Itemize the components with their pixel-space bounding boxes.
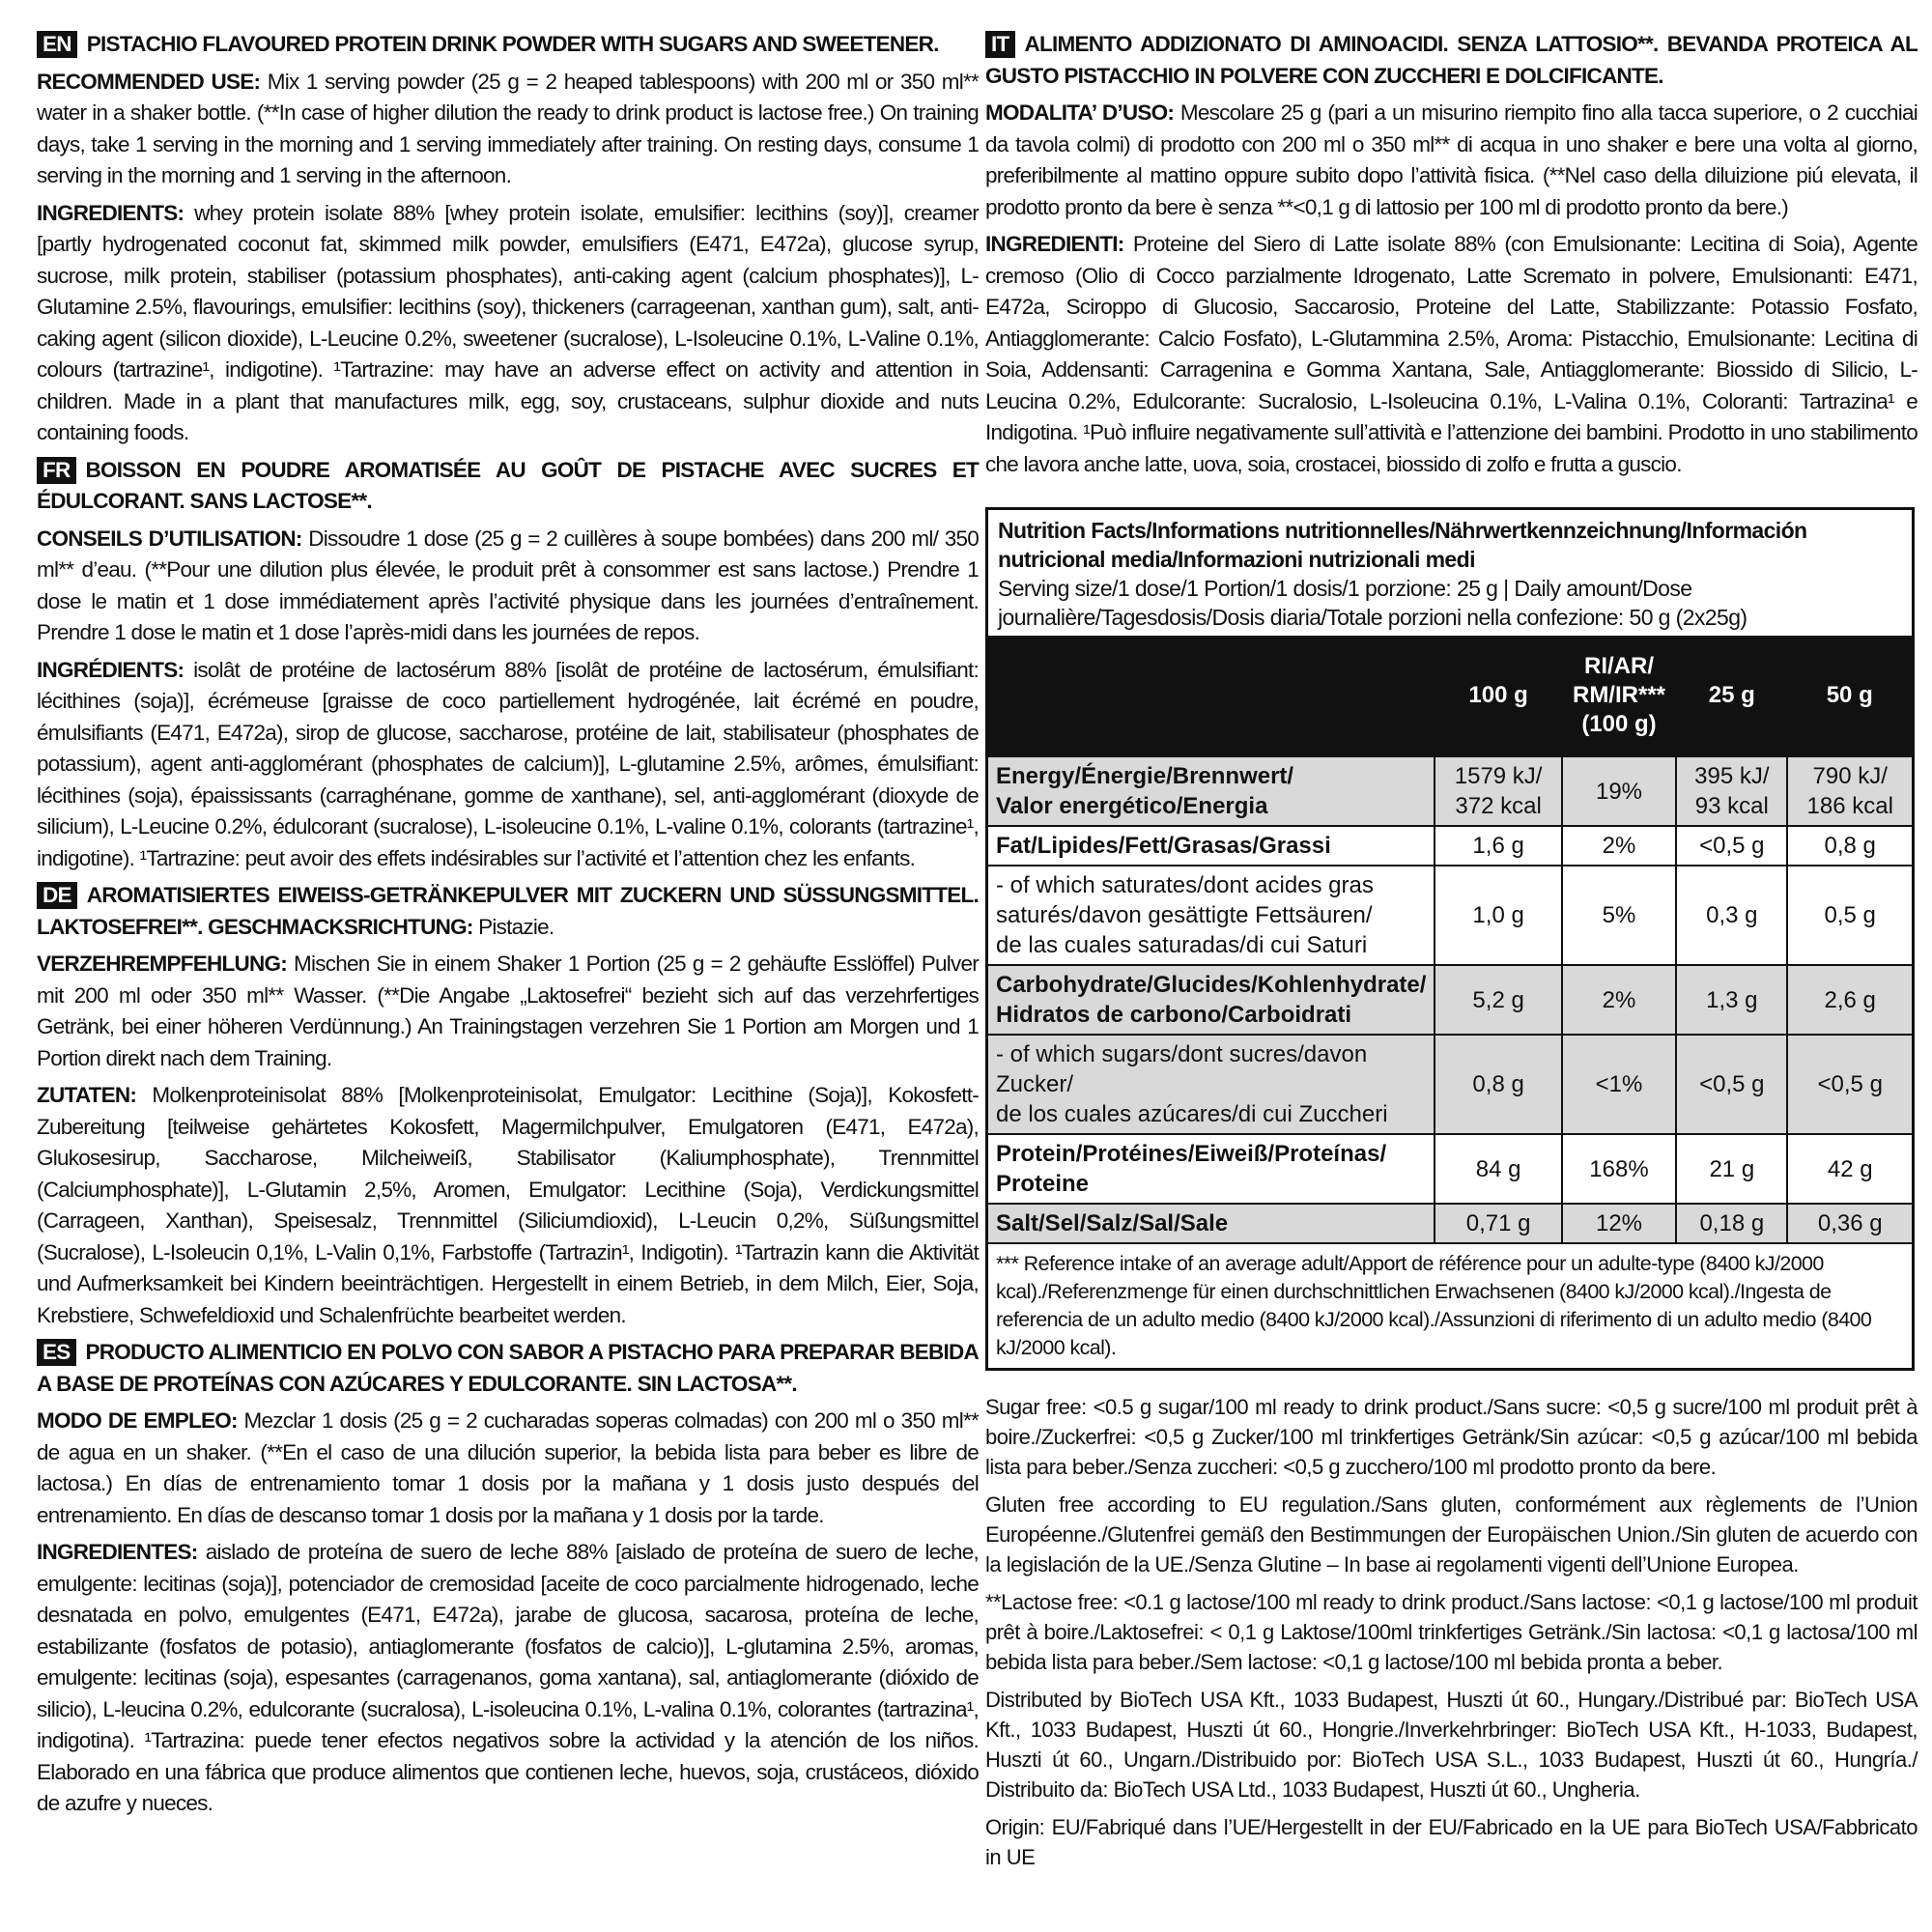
nutrient-value: 0,3 g [1676,866,1787,965]
nutrient-value: 2,6 g [1787,965,1912,1035]
gluten-free-note: Gluten free according to EU regulation./Sans gluten, conformément aux règlements de l’Union Européenne./Glutenfrei gemäß den Bestimmungen der Europäischen Union./Sin gluten de acuerdo con la legislación de la UE./Senza Glutine – In base ai regolamenti vigenti dell’Unione Europea. [985,1492,1918,1577]
section-en [37,29,979,449]
origin-note: Origin: EU/Fabriqué dans l’UE/Hergestellt in der EU/Fabricado en la UE para BioTech USA/Fabbricato in UE [985,1815,1918,1869]
nutrient-label: Carbohydrate/Glucides/Kohlenhydrate/ Hidratos de carbono/Carboidrati [988,965,1435,1035]
es-ing-text: aislado de proteína de suero de leche 88% [aislado de proteína de suero de leche, emulgente: lecitinas (soja)], potenciador de cremosidad [aceite de coco parcialmente hidrogenado, leche desnatada en polvo, emulgentes (E471, E472a), jarabe de glucosa, sacarosa, proteína de leche, estabilizante (fosfatos de potasio), antiaglomerante (fosfatos de calcio)], L-glutamina 2.5%, aromas, emulgente: lecitinas (soja), espesantes (carragenanos, goma xantana), sal, antiaglomerante (dióxido de silicio), L-leucina 0.2%, edulcorante (sucralosa), L-isoleucina 0.1%, L-valina 0.1%, colorantes (tartrazina¹, indigotina). ¹Tartrazina: puede tener efectos negativos sobre la actividad y la atención de los niños. Elaborado en una fábrica que produce alimentos que contienen leche, huevos, soja, crustáceos, dióxido de azufre y nueces. [37,1540,979,1815]
nutrition-grid [988,636,1912,1242]
es-use-label: MODO DE EMPLEO: [37,1408,238,1433]
lang-badge-it: IT [985,31,1015,58]
it-ing-text: Proteine del Siero di Latte isolate 88% (con Emulsionante: Lecitina di Soia), Agente cremoso (Olio di Cocco parzialmente Idrogenato, Latte Scremato in polvere, Emulsionanti: E471, E472a, Sciroppo di Glucosio, Saccarosio, Proteine del Latte, Stabilizzante: Potassio Fosfato, Antiagglomerante: Calcio Fosfato), L-Glutammina 2.5%, Aroma: Pistacchio, Emulsionante: Lecitina di Soia, Addensanti: Carragenina e Gomma Xantana, Sale, Antiagglomerante: Biossido di Silicio, L-Leucina 0.2%, Edulcorante: Sucralosio, L-Isoleucina 0.1%, L-Valina 0.1%, Coloranti: Tartrazina¹ e Indigotina. ¹Può influire negativamente sull’attività e l’attenzione dei bambini. Prodotto in uno stabilimento che lavora anche latte, uova, soia, crostacei, biossido di zolfo e frutta a guscio. [985,232,1918,476]
nutrition-title: Nutrition Facts/Informations nutritionnelles/Nährwertkennzeichnung/Información nutricional media/Informazioni nutrizionali medi [998,518,1807,572]
sugar-free-note: Sugar free: <0.5 g sugar/100 ml ready to drink product./Sans sucre: <0,5 g sucre/100 ml produit prêt à boire./Zuckerfrei: <0,5 g Zucker/100 ml trinkfertiges Getränk/Sin azúcar: <0,5 g azúcar/100 ml bebida lista para beber./Senza zuccheri: <0,5 g zucchero/100 ml prodotto pronto da bere. [985,1395,1918,1479]
it-use [985,98,1918,223]
column-header: 25 g [1676,636,1787,756]
fr-ingredients [37,655,979,875]
nutrition-row [988,756,1912,826]
nutrient-value: 0,18 g [1676,1204,1787,1242]
lang-badge-en: EN [37,31,77,58]
es-ingredients [37,1537,979,1820]
de-ing-label: ZUTATEN: [37,1083,137,1107]
nutrient-value: 12% [1562,1204,1676,1242]
nutrition-serving: Serving size/1 dose/1 Portion/1 dosis/1 porzione: 25 g | Daily amount/Dose journalière/Tagesdosis/Dosis diaria/Totale porzioni nella confezione: 50 g (2x25g) [998,576,1747,630]
es-ing-label: INGREDIENTES: [37,1540,198,1564]
nutrition-row [988,826,1912,866]
nutrient-value: 0,8 g [1435,1035,1561,1134]
de-ing-text: Molkenproteinisolat 88% [Molkenproteinisolat, Emulgator: Lecithine (Soja)], Kokosfett-Zubereitung [teilweise gehärtetes Kokosfett, Magermilchpulver, Emulgatoren (E471, E472a), Glukosesirup, Saccharose, Milcheiweiß, Stabilisator (Kaliumphosphate), Trennmittel (Calciumphosphate)], L-Glutamin 2,5%, Aromen, Emulgator: Lecithine (Soja), Verdickungsmittel (Carrageen, Xanthan), Speisesalz, Trennmittel (Siliciumdioxid), L-Leucin 0,2%, Süßungsmittel (Sucralose), L-Isoleucin 0,1%, L-Valin 0,1%, Farbstoffe (Tartrazin¹, Indigotin). ¹Tartrazin kann die Aktivität und Aufmerksamkeit bei Kindern beeinträchtigen. Hergestellt in einem Betrieb, in dem Milch, Eier, Soja, Krebstiere, Schwefeldioxid und Schalenfrüchte bearbeitet werden. [37,1083,979,1327]
nutrient-value: 2% [1562,826,1676,866]
nutrient-value: 1,3 g [1676,965,1787,1035]
column-header: 100 g [1435,636,1561,756]
en-ing-text: whey protein isolate 88% [whey protein isolate, emulsifier: lecithins (soy)], creamer [partly hydrogenated coconut fat, skimmed milk powder, emulsifiers (E471, E472a), glucose syrup, sucrose, milk protein, stabiliser (potassium phosphates), anti-caking agent (calcium phosphates)], L-Glutamine 2.5%, flavourings, emulsifier: lecithins (soy), thickeners (carrageenan, xanthan gum), salt, anti-caking agent (silicon dioxide), L-Leucine 0.2%, sweetener (sucralose), L-Isoleucine 0.1%, L-Valine 0.1%, colours (tartrazine¹, indigotine). ¹Tartrazine: may have an adverse effect on activity and attention in children. Made in a plant that manufactures milk, egg, soy, crustaceans, sulphur dioxide and nuts containing foods. [37,200,979,444]
de-use-label: VERZEHREMPFEHLUNG: [37,952,288,976]
lang-badge-de: DE [37,882,77,909]
section-es [37,1337,979,1820]
nutrient-value: 0,71 g [1435,1204,1561,1242]
es-title [37,1337,979,1400]
column-header: RI/AR/ RM/IR*** (100 g) [1562,636,1676,756]
fr-use-text: Dissoudre 1 dose (25 g = 2 cuillères à soupe bombées) dans 200 ml/ 350 ml** d’eau. (**Pour une dilution plus élevée, le produit prêt à consommer est sans lactose.) Prendre 1 dose le matin et 1 dose immédiatement après l’activité physique dans les journées d’entraînement. Prendre 1 dose le matin et 1 dose l’après-midi dans les journées de repos. [37,526,979,644]
it-title-text: ALIMENTO ADDIZIONATO DI AMINOACIDI. SENZA LATTOSIO**. BEVANDA PROTEICA AL GUSTO PISTACCHIO IN POLVERE CON ZUCCHERI E DOLCIFICANTE. [985,32,1918,88]
en-title-text: PISTACHIO FLAVOURED PROTEIN DRINK POWDER WITH SUGARS AND SWEETENER. [86,32,939,56]
de-use-text: Mischen Sie in einem Shaker 1 Portion (25 g = 2 gehäufte Esslöffel) Pulver mit 200 ml oder 350 ml** Wasser. (**Die Angabe „Laktosefrei“ bezieht sich auf das verzehrfertiges Getränk, bei einer höheren Verdünnung.) An Trainingstagen verzehren Sie 1 Portion am Morgen und 1 Portion direkt nach dem Training. [37,952,979,1070]
nutrient-value: 1,0 g [1435,866,1561,965]
nutrition-column-headers [988,636,1912,756]
nutrient-label: Fat/Lipides/Fett/Grasas/Grassi [988,826,1435,866]
nutrient-value: 168% [1562,1134,1676,1204]
fr-ing-text: isolât de protéine de lactosérum 88% [isolât de protéine de lactosérum, émulsifiant: lécithines (soja)], écrémeuse [graisse de coco partiellement hydrogénée, lait écrémé en poudre, émulsifiants (E471, E472a), sirop de glucose, saccharose, protéine de lait, stabilisateur (phosphates de potassium), agent anti-agglomérant (phosphates de calcium)], L-glutamine 2.5%, arômes, émulsifiant: lécithines (soja), épaississants (carraghénane, gomme de xanthane), sel, anti-agglomérant (dioxyde de silicium), L-Leucine 0.2%, édulcorant (sucralose), L-isoleucine 0.1%, L-valine 0.1%, colorants (tartrazine¹, indigotine). ¹Tartrazine: peut avoir des effets indésirables sur l’activité et l’attention chez les enfants. [37,657,979,870]
nutrient-value: 0,36 g [1787,1204,1912,1242]
it-ing-label: INGREDIENTI: [985,232,1124,256]
it-title [985,29,1918,92]
nutrient-label: Salt/Sel/Salz/Sal/Sale [988,1204,1435,1242]
nutrient-value: 395 kJ/ 93 kcal [1676,756,1787,826]
nutrition-rows [988,756,1912,1242]
nutrient-value: <0,5 g [1676,826,1787,866]
section-de [37,880,979,1331]
nutrition-row [988,965,1912,1035]
it-use-text: Mescolare 25 g (pari a un misurino riempito fino alla tacca superiore, o 2 cucchiai da tavola colmi) di prodotto con 200 ml o 350 ml** di acqua in uno shaker e bere una volta al giorno, preferibilmente al mattino oppure subito dopo l’attività fisica. (**Nel caso della diluizione piú elevata, il prodotto pronto da bere è senza **<0,1 g di lattosio per 100 ml di prodotto pronto da bere.) [985,100,1918,219]
column-header: 50 g [1787,636,1912,756]
nutrient-value: 21 g [1676,1134,1787,1204]
nutrition-row [988,1204,1912,1242]
fr-title-text: BOISSON EN POUDRE AROMATISÉE AU GOÛT DE PISTACHE AVEC SUCRES ET ÉDULCORANT. SANS LACTOSE**. [37,457,979,513]
column-header-empty [988,636,1435,756]
fr-use-label: CONSEILS D’UTILISATION: [37,526,302,551]
fr-ing-label: INGRÉDIENTS: [37,657,185,682]
nutrient-value: 1579 kJ/ 372 kcal [1435,756,1561,826]
fr-use [37,524,979,649]
nutrition-footnote: *** Reference intake of an average adult/Apport de référence pour un adulte-type (8400 kJ/2000 kcal)./Referenzmenge für einen durchschnittlichen Erwachsenen (8400 kJ/2000 kcal)./Ingesta de referencia de un adulto medio (8400 kJ/2000 kcal)./Assunzioni di riferimento di un adulto medio (8400 kJ/2000 kcal). [988,1242,1912,1368]
de-title-tail: Pistazie. [472,914,554,939]
left-column [37,29,979,1826]
nutrient-value: 42 g [1787,1134,1912,1204]
nutrient-value: 2% [1562,965,1676,1035]
de-title [37,880,979,943]
lactose-free-note: **Lactose free: <0.1 g lactose/100 ml ready to drink product./Sans lactose: <0,1 g lactose/100 ml produit prêt à boire./Laktosefrei: < 0,1 g Laktose/100ml trinkfertiges Getränk./Sin lactosa: <0,1 g lactosa/100 ml bebida lista para beber./Sem lactose: <0,1 g lactose/100 ml bebida pronta a beber. [985,1590,1918,1674]
nutrient-label: - of which sugars/dont sucres/davon Zucker/ de los cuales azúcares/di cui Zuccheri [988,1035,1435,1134]
es-title-text: PRODUCTO ALIMENTICIO EN POLVO CON SABOR A PISTACHO PARA PREPARAR BEBIDA A BASE DE PROTEÍNAS CON AZÚCARES Y EDULCORANTE. SIN LACTOSA**. [37,1340,979,1396]
nutrient-value: <1% [1562,1035,1676,1134]
en-use-label: RECOMMENDED USE: [37,69,261,94]
lang-badge-fr: FR [37,457,76,484]
nutrient-value: 19% [1562,756,1676,826]
nutrient-value: 84 g [1435,1134,1561,1204]
en-title [37,29,979,61]
section-it [985,29,1918,480]
nutrient-value: <0,5 g [1676,1035,1787,1134]
fr-title [37,455,979,518]
nutrition-table [985,507,1915,1371]
right-column [985,29,1918,1880]
en-ingredients [37,198,979,449]
nutrient-value: 1,6 g [1435,826,1561,866]
nutrition-header [988,510,1912,636]
nutrient-label: Protein/Protéines/Eiweiß/Proteínas/ Proteine [988,1134,1435,1204]
claims-notes [985,1392,1918,1872]
it-ingredients [985,229,1918,480]
de-title-text: AROMATISIERTES EIWEISS-GETRÄNKEPULVER MIT ZUCKERN UND SÜSSUNGSMITTEL. LAKTOSEFREI**. GESCHMACKSRICHTUNG: [37,883,979,939]
lang-badge-es: ES [37,1339,76,1366]
nutrient-label: Energy/Énergie/Brennwert/ Valor energético/Energia [988,756,1435,826]
de-use [37,949,979,1074]
en-use-text: Mix 1 serving powder (25 g = 2 heaped tablespoons) with 200 ml or 350 ml** water in a shaker bottle. (**In case of higher dilution the ready to drink product is lactose free.) On training days, take 1 serving in the morning and 1 serving immediately after training. On resting days, consume 1 serving in the morning and 1 serving in the afternoon. [37,69,979,187]
nutrient-value: <0,5 g [1787,1035,1912,1134]
en-use [37,67,979,192]
es-use-text: Mezclar 1 dosis (25 g = 2 cucharadas soperas colmadas) con 200 ml o 350 ml** de agua en un shaker. (**En el caso de una dilución superior, la bebida lista para beber es libre de lactosa.) En días de entrenamiento tomar 1 dosis por la mañana y 1 dosis justo después del entrenamiento. En días de descanso tomar 1 dosis por la mañana y 1 dosis por la tarde. [37,1408,979,1527]
nutrition-row [988,866,1912,965]
distributor-note: Distributed by BioTech USA Kft., 1033 Budapest, Huszti út 60., Hungary./Distribué par: BioTech USA Kft., 1033 Budapest, Huszti út 60., Hongrie./Inverkehrbringer: BioTech USA Kft., H-1033, Budapest, Huszti út 60., Ungarn./Distribuido por: BioTech USA S.L., 1033 Budapest, Huszti út 60., Hungría./ Distribuito da: BioTech USA Ltd., 1033 Budapest, Huszti út 60., Ungheria. [985,1688,1918,1802]
nutrient-label: - of which saturates/dont acides gras saturés/davon gesättigte Fettsäuren/ de las cuales saturadas/di cui Saturi [988,866,1435,965]
section-fr [37,455,979,875]
nutrient-value: 5,2 g [1435,965,1561,1035]
nutrition-row [988,1134,1912,1204]
es-use [37,1406,979,1531]
de-ingredients [37,1080,979,1331]
nutrient-value: 0,8 g [1787,826,1912,866]
nutrition-row [988,1035,1912,1134]
en-ing-label: INGREDIENTS: [37,200,185,225]
it-use-label: MODALITA’ D’USO: [985,100,1175,125]
nutrient-value: 5% [1562,866,1676,965]
nutrient-value: 790 kJ/ 186 kcal [1787,756,1912,826]
nutrient-value: 0,5 g [1787,866,1912,965]
